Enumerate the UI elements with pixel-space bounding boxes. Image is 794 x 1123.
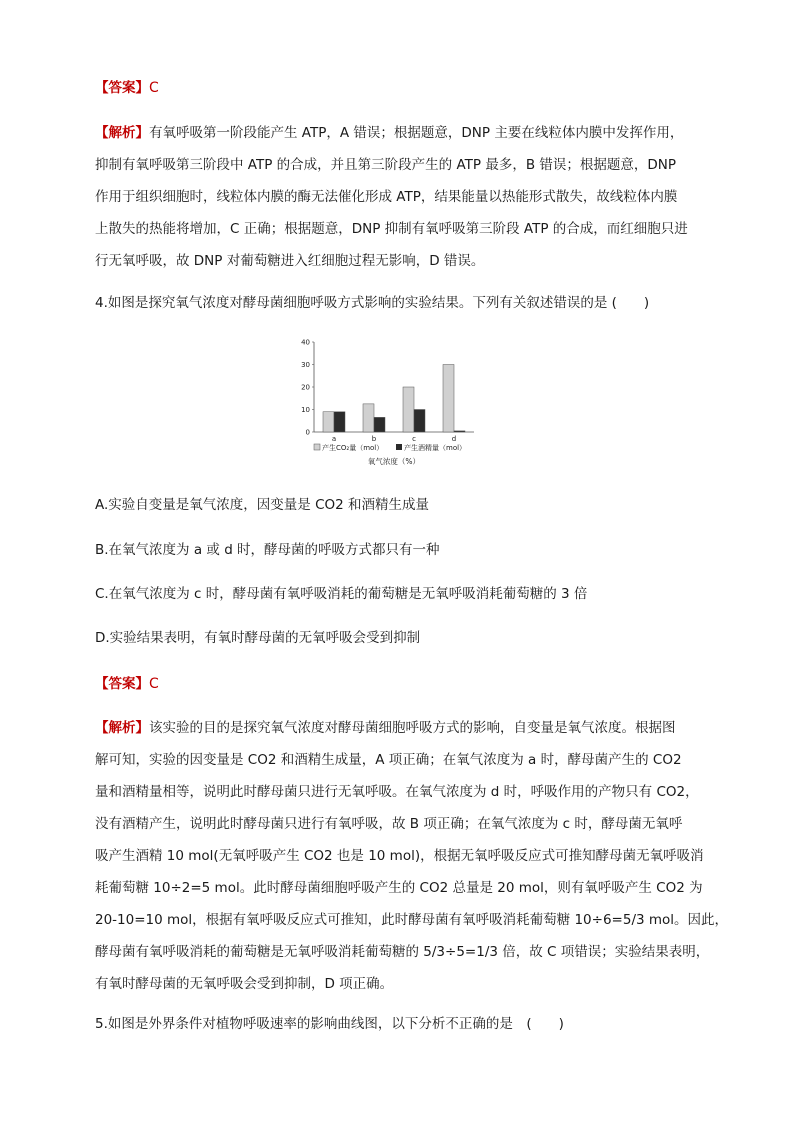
q4-stem: 4.如图是探究氧气浓度对酵母菌细胞呼吸方式影响的实验结果。下列有关叙述错误的是 ( ) xyxy=(95,295,650,311)
analysis-line: 作用于组织细胞时，线粒体内膜的酶无法催化形成 ATP，结果能量以热能形式散失，故线粒体内膜 xyxy=(95,189,678,205)
analysis-line: 量和酒精量相等，说明此时酵母菌只进行无氧呼吸。在氧气浓度为 d 时，呼吸作用的产物只有 CO2， xyxy=(95,784,699,800)
analysis-line: 有氧时酵母菌的无氧呼吸会受到抑制，D 项正确。 xyxy=(95,976,394,992)
legend-swatch-co2 xyxy=(314,444,320,450)
bar-alcohol-c xyxy=(414,410,425,433)
analysis-label: 【解析】 xyxy=(95,720,149,736)
legend-alcohol: 产生酒精量（mol） xyxy=(404,444,467,452)
bar-alcohol-d xyxy=(454,431,465,432)
analysis-line xyxy=(95,119,705,151)
y-tick-label: 30 xyxy=(301,361,310,369)
q3-answer xyxy=(95,78,705,98)
bar-chart xyxy=(296,333,496,473)
analysis-line: 解可知，实验的因变量是 CO2 和酒精生成量，A 项正确；在氧气浓度为 a 时，酵母菌产生的 CO2 xyxy=(95,752,682,768)
analysis-text: 有氧呼吸第一阶段能产生 ATP，A 错误；根据题意，DNP 主要在线粒体内膜中发挥作用， xyxy=(149,125,684,141)
q4-analysis xyxy=(95,714,729,1002)
answer-value: C xyxy=(149,676,159,692)
analysis-line: 酵母菌有氧呼吸消耗的葡萄糖是无氧呼吸消耗葡萄糖的 5/3÷5=1/3 倍，故 C 项错误；实验结果表明， xyxy=(95,944,710,960)
analysis-text: 该实验的目的是探究氧气浓度对酵母菌细胞呼吸方式的影响，自变量是氧气浓度。根据图 xyxy=(149,720,676,736)
bar-co2-c xyxy=(403,387,414,432)
legend-co2: 产生CO₂量（mol） xyxy=(322,444,384,452)
y-tick-label: 40 xyxy=(301,338,310,347)
analysis-line: 上散失的热能将增加，C 正确；根据题意，DNP 抑制有氧呼吸第三阶段 ATP 的合成，而红细胞只进 xyxy=(95,221,688,237)
bar-alcohol-a xyxy=(334,412,345,432)
bar-co2-d xyxy=(443,365,454,433)
analysis-line: 20-10=10 mol，根据有氧呼吸反应式可推知，此时酵母菌有氧呼吸消耗葡萄糖 10÷6=5/3 mol。因此， xyxy=(95,912,729,928)
bar-alcohol-b xyxy=(374,417,385,432)
x-axis-title: 氧气浓度（%） xyxy=(367,457,421,466)
x-category-label: d xyxy=(451,435,457,443)
analysis-line: 抑制有氧呼吸第三阶段中 ATP 的合成，并且第三阶段产生的 ATP 最多，B 错误；根据题意，DNP xyxy=(95,157,676,173)
x-category-label: c xyxy=(412,435,416,443)
option-b: B.在氧气浓度为 a 或 d 时，酵母菌的呼吸方式都只有一种 xyxy=(95,542,440,558)
analysis-line xyxy=(95,714,705,746)
y-tick-label: 20 xyxy=(301,383,310,392)
bar-co2-b xyxy=(363,404,374,432)
q5-stem: 5.如图是外界条件对植物呼吸速率的影响曲线图，以下分析不正确的是 ( ) xyxy=(95,1016,564,1032)
analysis-line: 没有酒精产生，说明此时酵母菌只进行有氧呼吸，故 B 项正确；在氧气浓度为 c 时，酵母菌无氧呼 xyxy=(95,816,683,832)
y-tick-label: 0 xyxy=(305,428,310,437)
q4-answer xyxy=(95,674,705,694)
x-category-label: b xyxy=(371,435,377,443)
option-d: D.实验结果表明，有氧时酵母菌的无氧呼吸会受到抑制 xyxy=(95,630,421,646)
x-category-label: a xyxy=(331,435,337,443)
legend-swatch-alcohol xyxy=(396,444,402,450)
chart-legend xyxy=(314,443,466,452)
q3-analysis xyxy=(95,119,705,279)
bar-co2-a xyxy=(323,412,334,432)
analysis-line: 行无氧呼吸，故 DNP 对葡萄糖进入红细胞过程无影响，D 错误。 xyxy=(95,253,485,269)
analysis-label: 【解析】 xyxy=(95,125,149,141)
option-a: A.实验自变量是氧气浓度，因变量是 CO2 和酒精生成量 xyxy=(95,497,430,513)
option-c: C.在氧气浓度为 c 时，酵母菌有氧呼吸消耗的葡萄糖是无氧呼吸消耗葡萄糖的 3 倍 xyxy=(95,586,588,602)
answer-label: 【答案】 xyxy=(95,676,149,692)
answer-label: 【答案】 xyxy=(95,80,149,96)
analysis-line: 吸产生酒精 10 mol(无氧呼吸产生 CO2 也是 10 mol)，根据无氧呼吸反应式可推知酵母菌无氧呼吸消 xyxy=(95,848,704,864)
analysis-line: 耗葡萄糖 10÷2=5 mol。此时酵母菌细胞呼吸产生的 CO2 总量是 20 mol，则有氧呼吸产生 CO2 为 xyxy=(95,880,703,896)
y-tick-label: 10 xyxy=(301,406,310,414)
answer-value: C xyxy=(149,80,159,96)
